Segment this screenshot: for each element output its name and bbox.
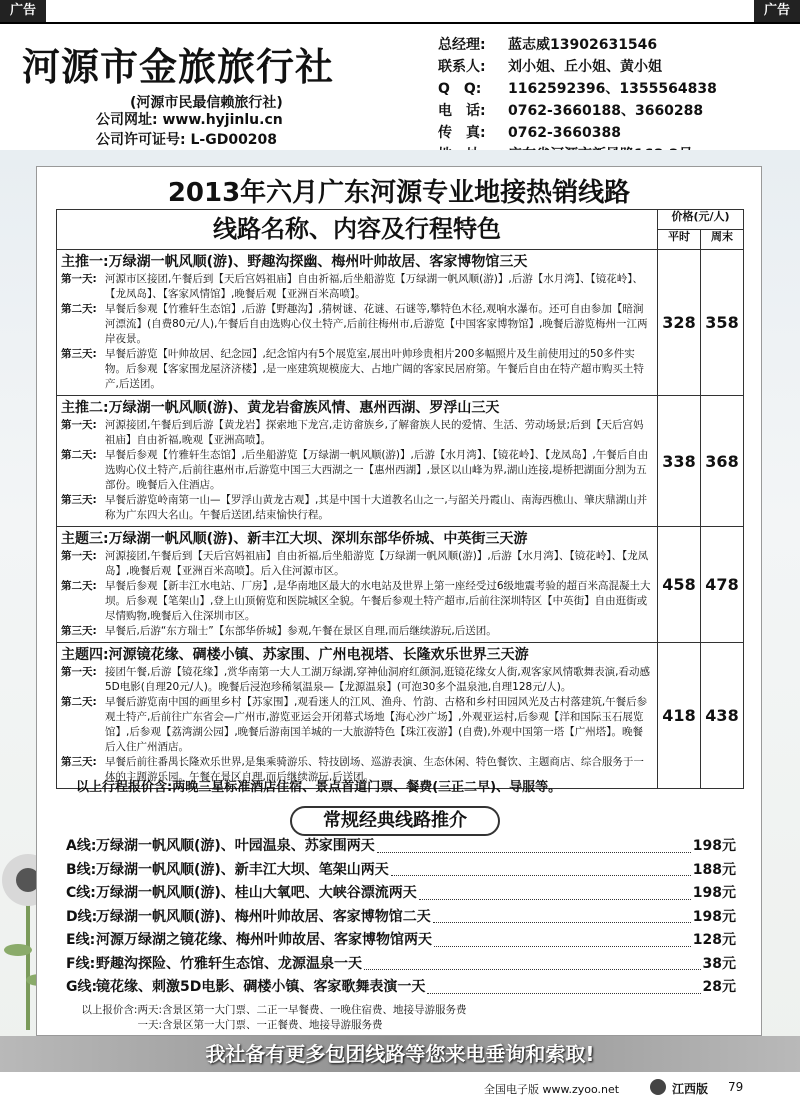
list-item: [66, 953, 736, 977]
list-item: [66, 835, 736, 859]
routes-table: [56, 209, 744, 789]
contact-label: Q Q:: [438, 81, 482, 97]
day-label: 第一天:: [61, 666, 97, 678]
note-label: 以上报价含:两天:: [81, 1004, 162, 1016]
route-code: E线:: [66, 932, 96, 948]
contact-label: 电 话:: [438, 103, 486, 119]
table-row: [57, 527, 744, 643]
day-label: 第二天:: [61, 303, 97, 315]
route-day: [61, 272, 653, 302]
route-code: D线:: [66, 908, 98, 925]
note-text: 含景区第一大门票、一正餐费、地接导游服务费: [162, 1019, 383, 1031]
route-title: 主题三:万绿湖一帆风顺(游)、新丰江大坝、深圳东部华侨城、中英街三天游: [61, 531, 528, 547]
price-weekend: 368: [701, 396, 744, 527]
website-link[interactable]: www.hyjinlu.cn: [162, 112, 283, 128]
route-day: [61, 302, 653, 347]
price-header: 价格(元/人): [658, 210, 744, 230]
price-weekday: 328: [658, 250, 701, 396]
day-label: 第二天:: [61, 449, 97, 461]
route-price: 198元: [692, 838, 736, 854]
contact-value: 0762-3660188、3660288: [508, 103, 704, 119]
license-label: 公司许可证号:: [96, 132, 186, 148]
publisher-logo-icon: [650, 1079, 666, 1095]
table-header-row: [57, 210, 744, 230]
route-title: 主推二:万绿湖一帆风顺(游)、黄龙岩畲族风情、惠州西湖、罗浮山三天: [61, 400, 500, 416]
leader-dots: [377, 835, 691, 853]
table-row: [57, 250, 744, 396]
list-item: [66, 976, 736, 1000]
page-number: 79: [728, 1080, 744, 1094]
route-name: 镜花缘、刺激5D电影、碉楼小镇、客家歌舞表演一天: [96, 979, 426, 995]
ad-tag-left: 广告: [0, 0, 46, 22]
day-text: 早餐后参观【竹雅轩生态馆】,后游【野趣沟】,猜树谜、花谜、石谜等,攀特色木径,观响水瀑布。还可自由参加【暗涧河漂流】(自费80元/人),午餐后自由选购心仪土特产,后前往梅州市,后游览【中国客家博物馆】,晚餐后游览梅州一江两岸夜景。: [105, 303, 648, 345]
price-weekend: 438: [701, 643, 744, 789]
route-cell: [57, 250, 658, 396]
route-title: 主题四:河源镜花缘、碉楼小镇、苏家围、广州电视塔、长隆欢乐世界三天游: [61, 647, 529, 663]
contact-row: [438, 100, 788, 122]
day-text: 早餐后参观【新丰江水电站、厂房】,是华南地区最大的水电站及世界上第一座经受过6级地震考验的超百米高混凝土大坝。后参观【笔架山】,登上山顶俯览和医院城区全貌。午餐后参观土特产超市,后前往深圳特区【中英街】自由逛街或尽情购物,晚餐后入住深圳市区。: [105, 580, 651, 622]
contact-label: 传 真:: [438, 125, 486, 141]
contact-label: 总经理:: [438, 37, 486, 53]
day-label: 第一天:: [61, 419, 97, 431]
route-day: [61, 549, 653, 579]
route-price: 198元: [692, 885, 736, 901]
leader-dots: [364, 953, 701, 971]
leader-dots: [434, 929, 691, 947]
contact-value: 0762-3660388: [508, 125, 621, 141]
day-label: 第三天:: [61, 348, 97, 360]
leader-dots: [391, 859, 691, 877]
region-label: 江西版: [672, 1082, 709, 1096]
route-day: [61, 665, 653, 695]
price-weekday: 458: [658, 527, 701, 643]
leader-dots: [433, 906, 691, 924]
route-cell: [57, 396, 658, 527]
day-label: 第三天:: [61, 494, 97, 506]
day-label: 第一天:: [61, 273, 97, 285]
table-row: [57, 643, 744, 789]
list-item: [66, 906, 736, 930]
route-day: [61, 695, 653, 755]
route-code: F线:: [66, 955, 96, 972]
price-notes: [70, 1003, 467, 1033]
route-cell: [57, 643, 658, 789]
route-name: 万绿湖一帆风顺(游)、梅州叶帅故居、客家博物馆二天: [96, 908, 431, 925]
edition-text[interactable]: 全国电子版 www.zyoo.net: [484, 1083, 620, 1096]
route-price: 188元: [692, 861, 736, 878]
day-text: 早餐后,后游“东方瑞士”【东部华侨城】参观,午餐在景区自理,而后继续游玩,后送团。: [105, 625, 497, 637]
day-text: 早餐后参观【竹雅轩生态馆】,后坐船游览【万绿湖一帆风顺(游)】,后游【水月湾】、【镜花岭】、【龙凤岛】,午餐后自由选购心仪土特产,后前往惠州市,后游览中国三大西湖之一【惠州西湖】,景区以山峰为界,湖山连接,堤桥把湖面分割为五部份。晚餐后入住酒店。: [105, 449, 649, 491]
route-name: 万绿湖一帆风顺(游)、桂山大氧吧、大峡谷漂流两天: [96, 885, 417, 901]
list-item: [66, 859, 736, 883]
contact-row: [438, 122, 788, 144]
contact-label: 联系人:: [438, 59, 486, 75]
day-text: 早餐后游览【叶帅故居、纪念园】,纪念馆内有5个展览室,展出叶帅珍贵相片200多幅照片及生前使用过的50多件实物。后参观【客家围龙屋济济楼】,是一座建筑规模庞大、占地广阔的客家民居府第。午餐后自由在特产超市购买土特产,后送团。: [105, 348, 644, 390]
day-text: 早餐后游览岭南第一山—【罗浮山黄龙古观】,其是中国十大道教名山之一,与韶关丹霞山、南海西樵山、肇庆鼎湖山并称为广东四大名山。午餐后送团,结束愉快行程。: [105, 494, 648, 521]
route-code: G线:: [66, 979, 98, 995]
route-code: B线:: [66, 861, 97, 878]
route-price: 198元: [692, 908, 736, 925]
contact-row: [438, 34, 788, 56]
route-day: [61, 493, 653, 523]
contact-row: [438, 56, 788, 78]
route-price: 38元: [702, 955, 736, 972]
route-name: 野趣沟探险、竹雅轩生态馆、龙源温泉一天: [96, 955, 362, 972]
license-number: L-GD00208: [190, 132, 278, 148]
day-text: 河源接团,午餐后到后游【黄龙岩】探索地下龙宫,走访畲族乡,了解畲族人民的爱情、生活、劳动场景;后到【天后宫妈祖庙】自由祈福,晚观【亚洲高喷】。: [105, 419, 644, 446]
route-title: 主推一:万绿湖一帆风顺(游)、野趣沟探幽、梅州叶帅故居、客家博物馆三天: [61, 254, 528, 270]
price-weekend: 358: [701, 250, 744, 396]
top-divider: [0, 22, 800, 24]
contact-value: 刘小姐、丘小姐、黄小姐: [508, 59, 662, 75]
contact-value: 1162592396、1355564838: [508, 81, 717, 97]
route-price: 128元: [692, 932, 736, 948]
price-weekday: 338: [658, 396, 701, 527]
day-text: 河源市区接团,午餐后到【天后宫妈祖庙】自由祈福,后坐船游览【万绿湖一帆风顺(游)】,后游【水月湾】、【镜花岭】、【龙凤岛】、【客家风情馆】,晚餐后观【亚洲百米高喷】。: [105, 273, 643, 300]
footer-slogan: 我社备有更多包团线路等您来电垂询和索取!: [0, 1036, 800, 1072]
route-code: C线:: [66, 885, 96, 901]
route-code: A线:: [66, 838, 97, 854]
day-text: 早餐后前往番禺长隆欢乐世界,是集乘骑游乐、特技剧场、巡游表演、生态休闲、特色餐饮、主题商店、综合服务于一体的主题游乐园。午餐在景区自理,而后继续游玩,后送团。: [105, 756, 644, 783]
contact-block: [438, 34, 788, 166]
website-label: 公司网址:: [96, 112, 158, 128]
price-includes-note: 以上行程报价含:两晚三星标准酒店住宿、景点首道门票、餐费(三正二早)、导服等。: [76, 780, 562, 795]
table-header-title: 线路名称、内容及行程特色: [57, 210, 658, 250]
day-text: 接团午餐,后游【镜花缘】,赏华南第一大人工湖万绿湖,穿神仙洞府红颜洞,逛镜花缘女人街,观客家风情歌舞表演,看动感5D电影(自理20元/人)。晚餐后浸泡珍稀氡温泉—【龙源温泉】(可泡30多个温泉池,自理128元/人)。: [105, 666, 651, 693]
route-name: 万绿湖一帆风顺(游)、新丰江大坝、笔架山两天: [96, 861, 389, 878]
leader-dots: [427, 976, 700, 994]
route-cell: [57, 527, 658, 643]
price-weekend: 478: [701, 527, 744, 643]
note-row: [70, 1018, 467, 1033]
route-name: 河源万绿湖之镜花缘、梅州叶帅故居、客家博物馆两天: [96, 932, 432, 948]
agency-name: 河源市金旅旅行社: [22, 45, 335, 89]
agency-slogan: (河源市民最信赖旅行社): [130, 95, 283, 111]
day-label: 第二天:: [61, 696, 97, 708]
contact-row: [438, 78, 788, 100]
classic-routes-banner: 常规经典线路推介: [290, 806, 500, 836]
route-day: [61, 624, 653, 639]
ad-tag-right: 广告: [754, 0, 800, 22]
price-weekend-header: 周末: [701, 230, 744, 250]
price-weekday: 418: [658, 643, 701, 789]
day-label: 第二天:: [61, 580, 97, 592]
leader-dots: [419, 882, 691, 900]
route-day: [61, 347, 653, 392]
route-price: 28元: [702, 979, 736, 995]
bottom-bar: [0, 1075, 800, 1100]
classic-routes-list: [66, 835, 736, 1000]
day-text: 早餐后游览南中国的画里乡村【苏家围】,观看迷人的江风、渔舟、竹韵、古格和乡村田园风光及古村落建筑,午餐后参观土特产,后前往广东省会—广州市,游览亚运会开闭幕式场地【海心沙广场】,外观亚运村,后参观【洋和国际玉石展览馆】,后参观【荔湾湖公园】,晚餐后游南国羊城的一大旅游特色【珠江夜游】(自费),外观中国第一塔【广州塔】。晚餐后入住广州酒店。: [105, 696, 648, 753]
note-row: [70, 1003, 467, 1018]
route-day: [61, 448, 653, 493]
route-day: [61, 418, 653, 448]
agency-website-block: [96, 110, 283, 150]
table-row: [57, 396, 744, 527]
price-weekday-header: 平时: [658, 230, 701, 250]
day-label: 第三天:: [61, 625, 97, 637]
day-label: 第一天:: [61, 550, 97, 562]
note-label: 一天:: [137, 1019, 162, 1031]
contact-value: 蓝志威13902631546: [508, 37, 658, 53]
page-title: 2013年六月广东河源专业地接热销线路: [167, 178, 631, 208]
route-name: 万绿湖一帆风顺(游)、叶园温泉、苏家围两天: [96, 838, 375, 854]
day-label: 第三天:: [61, 756, 97, 768]
list-item: [66, 882, 736, 906]
note-text: 含景区第一大门票、二正一早餐费、一晚住宿费、地接导游服务费: [162, 1004, 467, 1016]
day-text: 河源接团,午餐后到【天后宫妈祖庙】自由祈福,后坐船游览【万绿湖一帆风顺(游)】,后游【水月湾】、【镜花岭】、【龙凤岛】,晚餐后观【亚洲百米高喷】。后入住河源市区。: [105, 550, 649, 577]
list-item: [66, 929, 736, 953]
route-day: [61, 579, 653, 624]
